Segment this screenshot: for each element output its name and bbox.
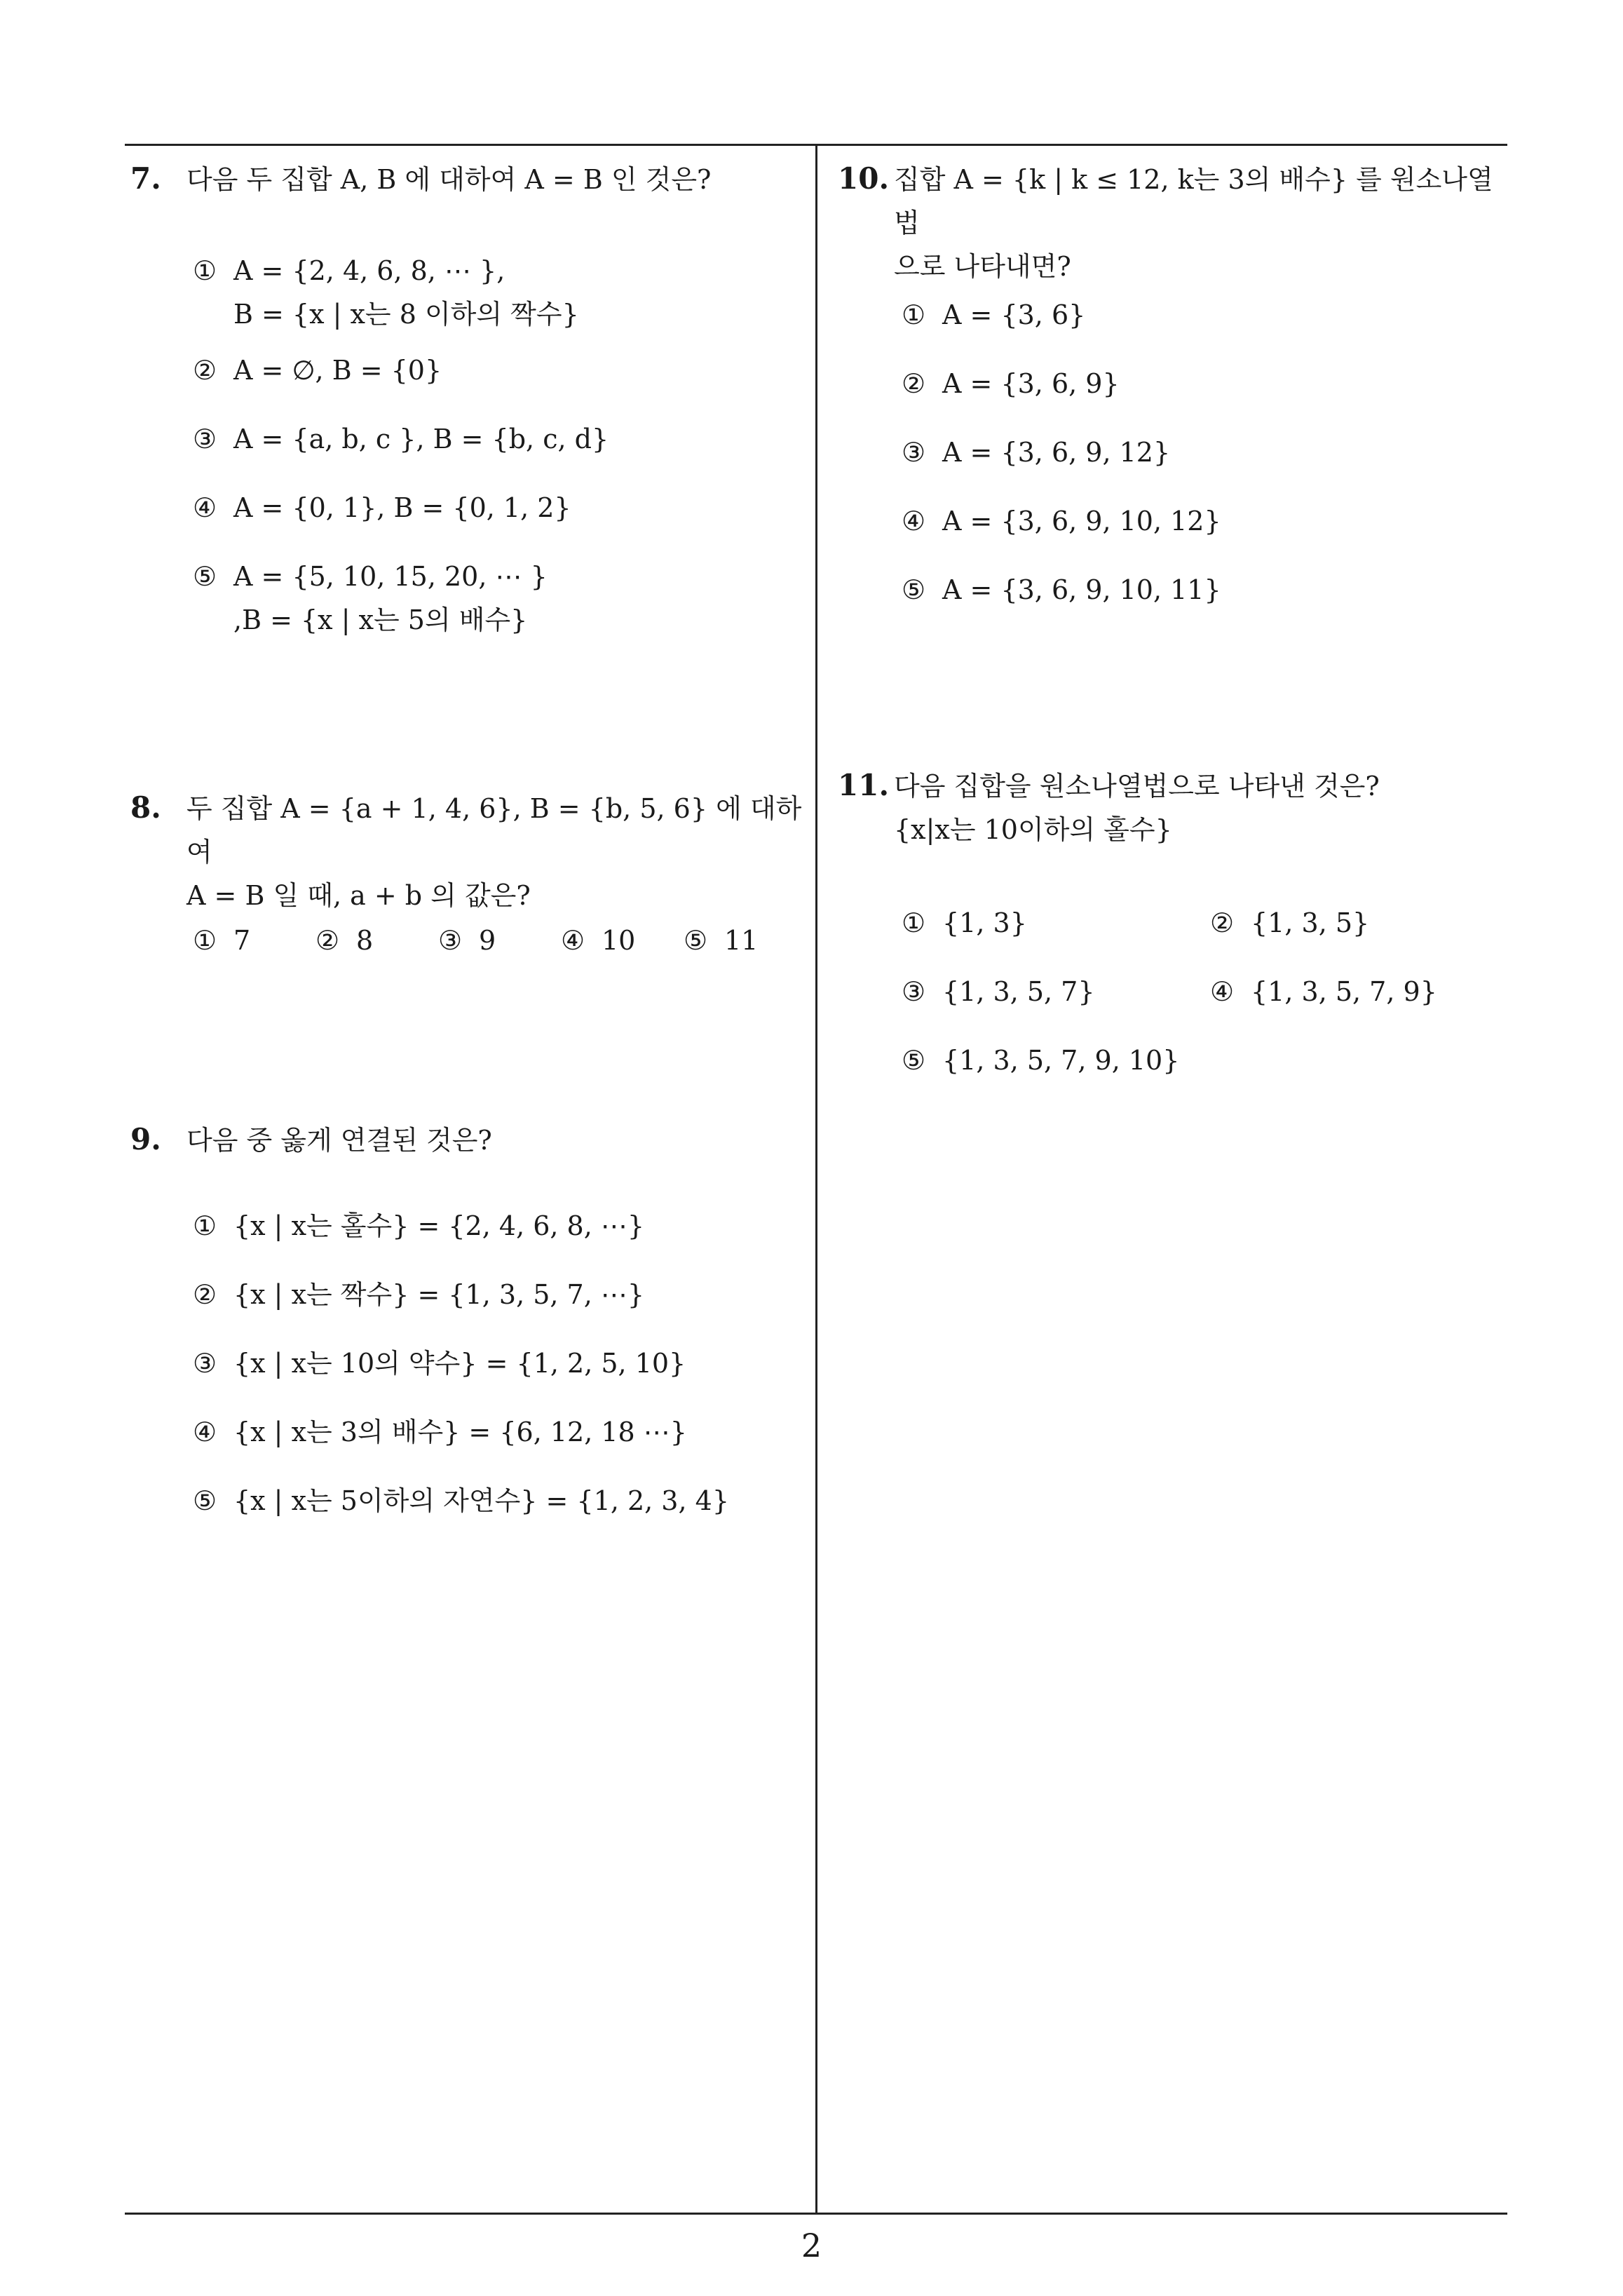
choice-1[interactable]: ① A = {3, 6}: [902, 299, 1086, 330]
question-8: [130, 787, 803, 917]
choice-5[interactable]: ⑤ A = {3, 6, 9, 10, 11}: [902, 574, 1221, 605]
choice-5[interactable]: ⑤ 11: [684, 925, 759, 956]
column-divider: [815, 144, 817, 2214]
question-text-line2: A = B 일 때, a + b 의 값은?: [186, 880, 531, 911]
choice-1[interactable]: ① {x | x는 홀수} = {2, 4, 6, 8, ⋯}: [193, 1210, 645, 1241]
choice-4[interactable]: ④ A = {0, 1}, B = {0, 1, 2}: [193, 492, 571, 523]
choice-3[interactable]: ③ A = {3, 6, 9, 12}: [902, 437, 1171, 468]
choice-1[interactable]: ① A = {2, 4, 6, 8, ⋯ }, B = {x | x는 8 이하의 짝수}: [193, 255, 579, 330]
choice-4[interactable]: ④ 10: [561, 925, 636, 956]
choice-3[interactable]: ③ {1, 3, 5, 7}: [902, 976, 1095, 1007]
choice-2[interactable]: ② {1, 3, 5}: [1210, 907, 1370, 938]
question-text: 다음 집합을 원소나열법으로 나타낸 것은?: [894, 771, 1380, 802]
choice-5[interactable]: ⑤ A = {5, 10, 15, 20, ⋯ } ,B = {x | x는 5의 배수}: [193, 561, 548, 635]
question-7: [130, 158, 803, 201]
question-text: 집합 A = {k | k ≤ 12, k는 3의 배수} 를 원소나열법: [894, 164, 1493, 238]
choice-5[interactable]: ⑤ {x | x는 5이하의 자연수} = {1, 2, 3, 4}: [193, 1485, 730, 1516]
choice-2[interactable]: ② A = {3, 6, 9}: [902, 368, 1120, 399]
choice-3[interactable]: ③ A = {a, b, c }, B = {b, c, d}: [193, 424, 609, 454]
question-number: 7.: [130, 161, 161, 196]
question-number: 9.: [130, 1122, 161, 1156]
question-text: 두 집합 A = {a + 1, 4, 6}, B = {b, 5, 6} 에 대하여: [186, 793, 802, 867]
question-number: 10.: [838, 161, 890, 196]
choice-4[interactable]: ④ {1, 3, 5, 7, 9}: [1210, 976, 1437, 1007]
choice-3[interactable]: ③ {x | x는 10의 약수} = {1, 2, 5, 10}: [193, 1348, 686, 1379]
choice-1[interactable]: ① 7: [193, 925, 251, 956]
choice-4[interactable]: ④ {x | x는 3의 배수} = {6, 12, 18 ⋯}: [193, 1417, 687, 1447]
question-9: [130, 1119, 803, 1162]
question-text: 다음 중 옳게 연결된 것은?: [186, 1125, 492, 1156]
page-number: 2: [801, 2227, 822, 2264]
question-number: 11.: [838, 768, 890, 802]
question-number: 8.: [130, 790, 161, 825]
question-10: [838, 158, 1504, 288]
bottom-rule: [125, 2213, 1507, 2215]
choice-2[interactable]: ② A = ∅, B = {0}: [193, 355, 442, 386]
choice-2[interactable]: ② {x | x는 짝수} = {1, 3, 5, 7, ⋯}: [193, 1279, 645, 1310]
choice-3[interactable]: ③ 9: [438, 925, 496, 956]
question-text-line2: {x|x는 10이하의 홀수}: [894, 814, 1172, 845]
choice-5[interactable]: ⑤ {1, 3, 5, 7, 9, 10}: [902, 1045, 1180, 1076]
question-text-line2: 으로 나타내면?: [894, 251, 1071, 282]
choice-2[interactable]: ② 8: [315, 925, 374, 956]
choice-1[interactable]: ① {1, 3}: [902, 907, 1027, 938]
choice-4[interactable]: ④ A = {3, 6, 9, 10, 12}: [902, 506, 1221, 536]
question-11: [838, 764, 1504, 851]
question-text: 다음 두 집합 A, B 에 대하여 A = B 인 것은?: [186, 164, 712, 195]
